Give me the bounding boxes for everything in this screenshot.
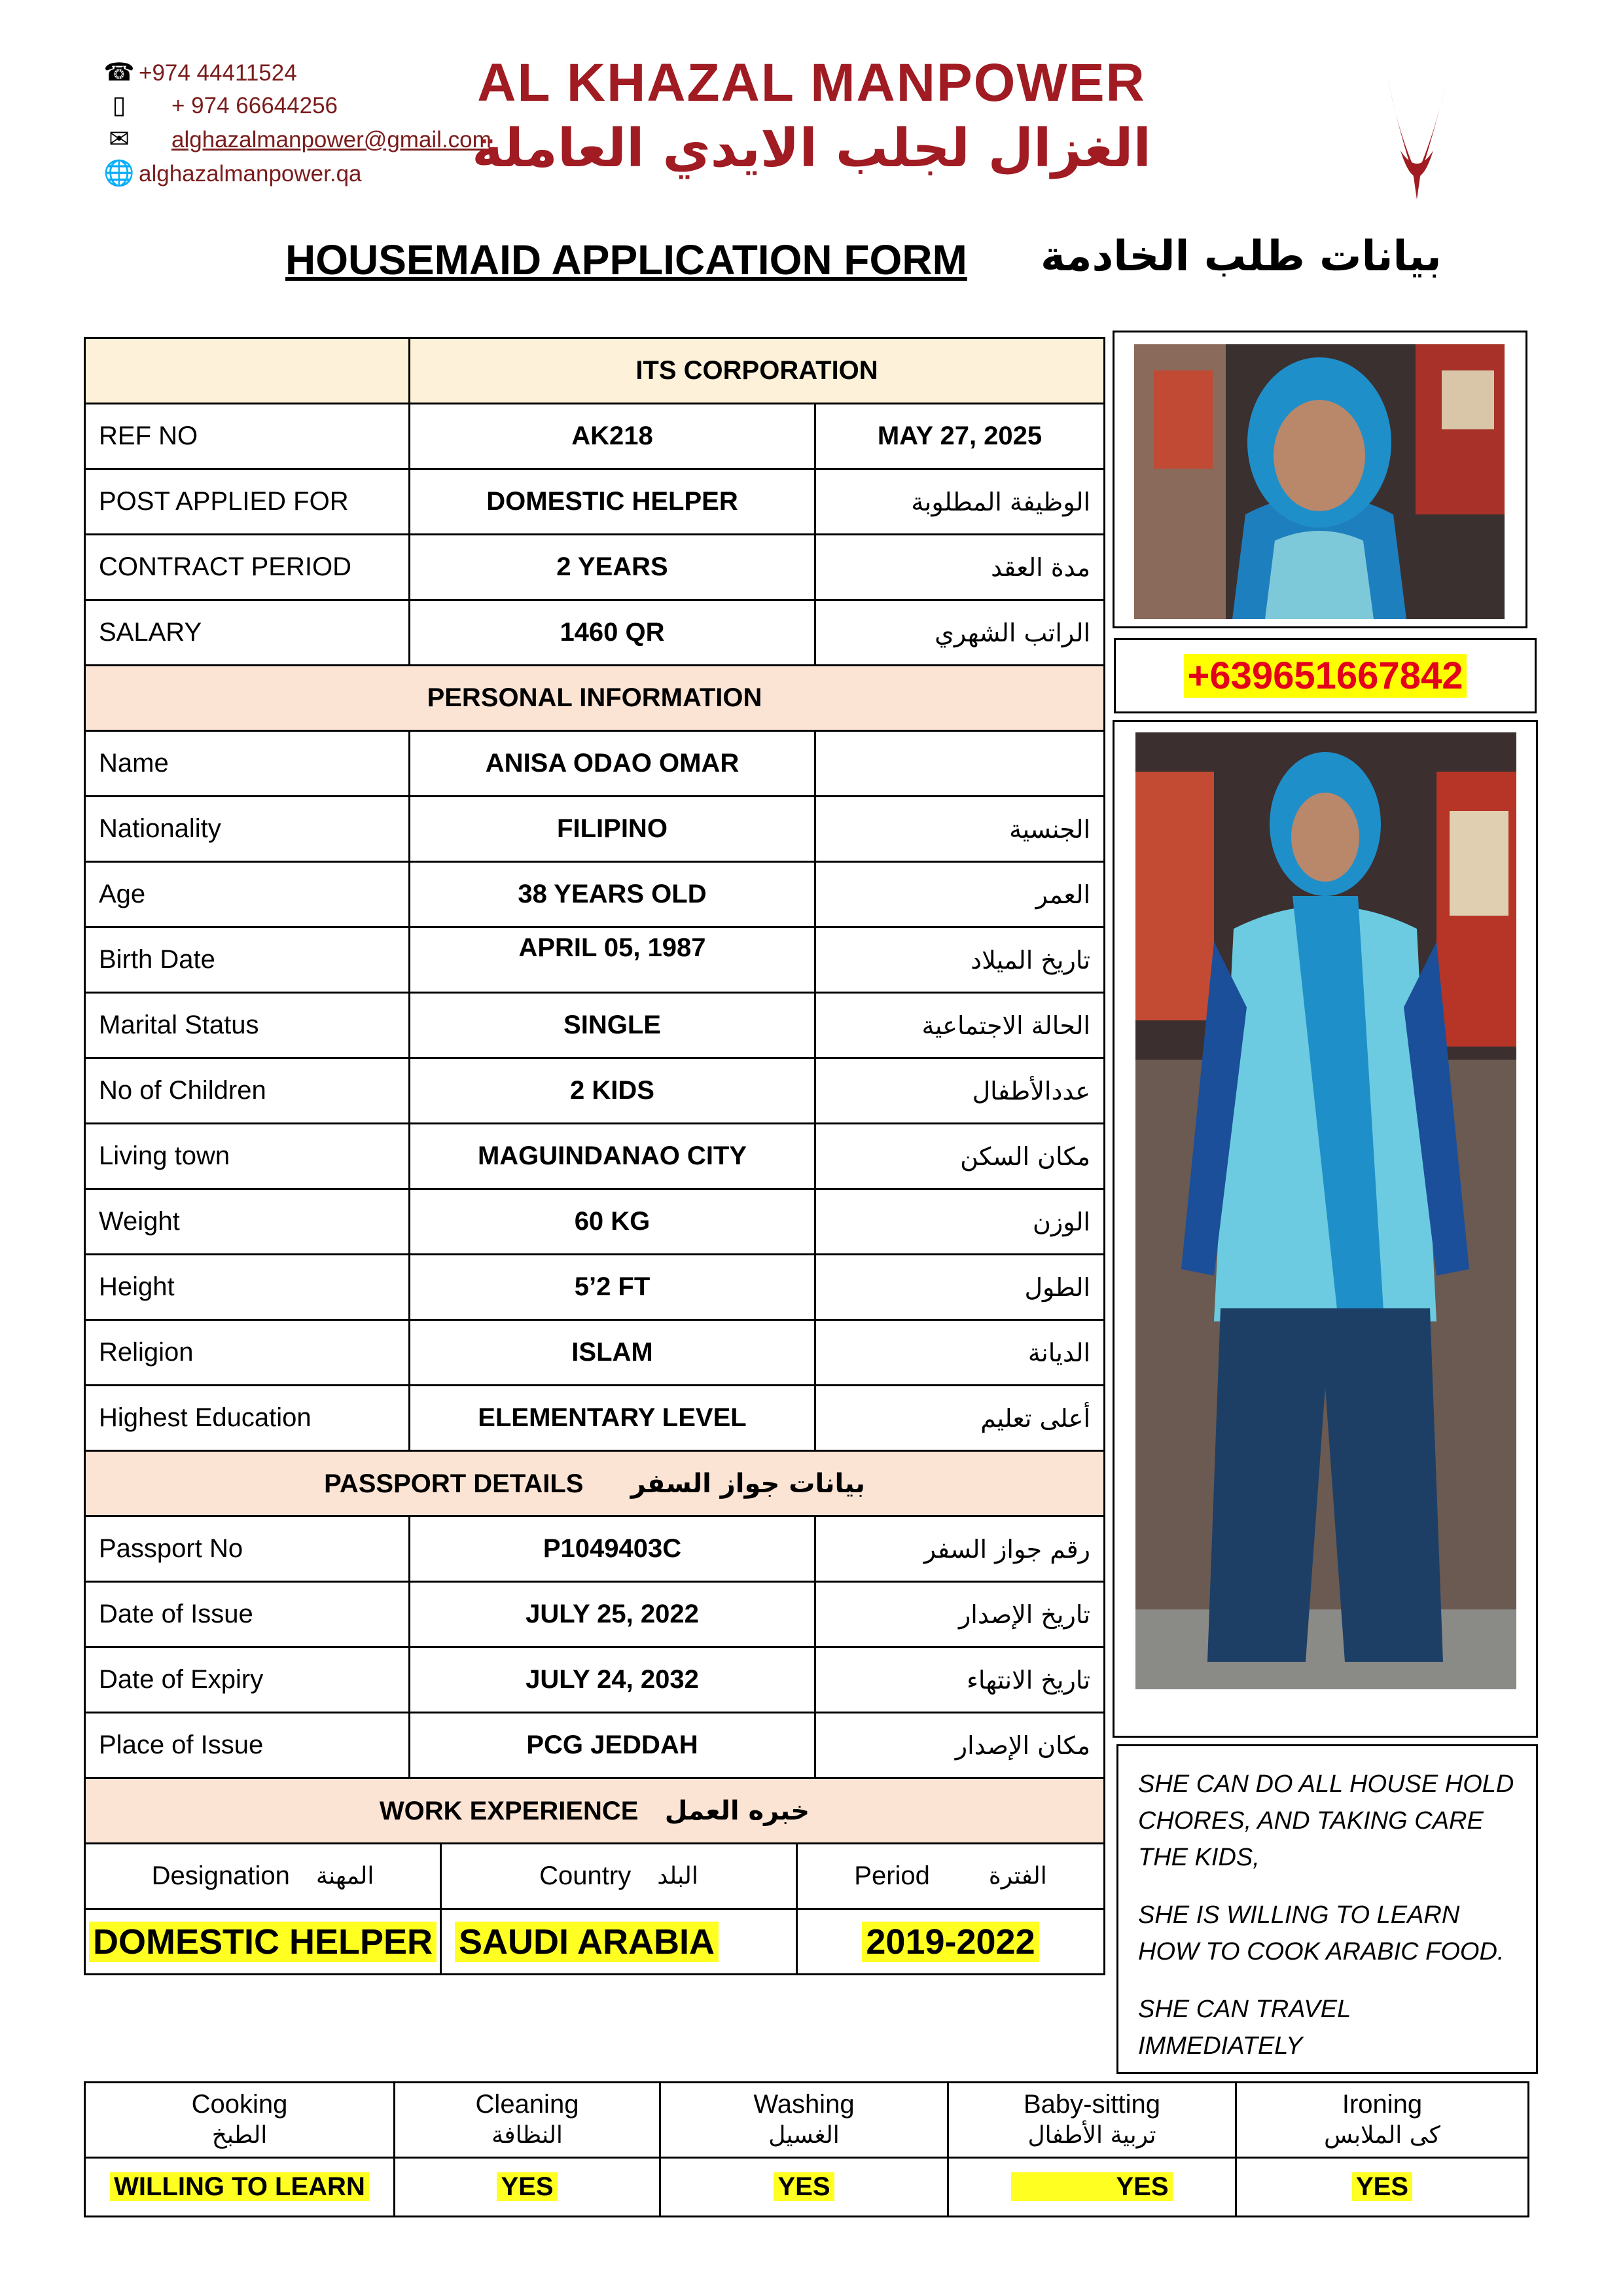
skill-washing-value	[660, 2158, 948, 2217]
passport-row	[85, 1582, 1105, 1647]
skill-name-arabic: الطبخ	[211, 2122, 268, 2149]
note-line: SHE CAN DO ALL HOUSE HOLD CHORES, AND TAKING CARE THE KIDS,	[1138, 1770, 1514, 1871]
header-en: Period	[854, 1861, 930, 1890]
skill-ironing-header	[1236, 2083, 1529, 2158]
field-value: MAGUINDANAO CITY	[410, 1124, 815, 1189]
field-value: APRIL 05, 1987	[410, 927, 815, 993]
field-label-arabic: الطول	[815, 1255, 1105, 1320]
company-name: ITS CORPORATION	[410, 338, 1105, 404]
field-label: SALARY	[85, 600, 410, 666]
section-title: PERSONAL INFORMATION	[85, 666, 1105, 731]
skill-cooking-value	[85, 2158, 395, 2217]
field-label: Date of Expiry	[85, 1647, 410, 1713]
field-label: Living town	[85, 1124, 410, 1189]
website-text: alghazalmanpower.qa	[139, 161, 362, 187]
work-value-row	[85, 1909, 1105, 1975]
passport-row	[85, 1647, 1105, 1713]
skill-cleaning-value	[395, 2158, 660, 2217]
value-text: SAUDI ARABIA	[455, 1922, 719, 1962]
field-label: Birth Date	[85, 927, 410, 993]
field-label-arabic	[815, 731, 1105, 797]
field-label-arabic: الوزن	[815, 1189, 1105, 1255]
personal-row	[85, 1386, 1105, 1451]
section-title-en: PASSPORT DETAILS	[324, 1469, 584, 1498]
skill-babysitting-header	[948, 2083, 1236, 2158]
field-label-arabic: تاريخ الميلاد	[815, 927, 1105, 993]
ref-value: AK218	[410, 404, 815, 469]
headshot-frame	[1113, 331, 1527, 628]
personal-row	[85, 1255, 1105, 1320]
field-label: Weight	[85, 1189, 410, 1255]
passport-row	[85, 1713, 1105, 1778]
designation-value	[86, 1910, 442, 1973]
application-table	[84, 337, 1105, 1975]
field-label: Name	[85, 731, 410, 797]
field-value: PCG JEDDAH	[410, 1713, 815, 1778]
ref-date: MAY 27, 2025	[815, 404, 1105, 469]
personal-row	[85, 1189, 1105, 1255]
skill-value: YES	[1011, 2172, 1172, 2201]
job-row	[85, 600, 1105, 666]
skill-ironing-value	[1236, 2158, 1529, 2217]
field-label: POST APPLIED FOR	[85, 469, 410, 535]
phone-2-text: + 974 66644256	[171, 93, 338, 118]
field-label-arabic: الجنسية	[815, 797, 1105, 862]
field-value: SINGLE	[410, 993, 815, 1058]
fullbody-photo	[1135, 732, 1516, 1689]
field-label: Marital Status	[85, 993, 410, 1058]
telephone-icon: ☎	[103, 59, 135, 86]
globe-icon: 🌐	[103, 160, 135, 187]
country-value	[442, 1910, 798, 1973]
field-value: FILIPINO	[410, 797, 815, 862]
field-label: No of Children	[85, 1058, 410, 1124]
skills-header-row	[85, 2083, 1529, 2158]
work-section-header	[85, 1778, 1105, 1844]
personal-row	[85, 1320, 1105, 1386]
field-label-arabic: الوظيفة المطلوبة	[815, 469, 1105, 535]
field-value: P1049403C	[410, 1516, 815, 1582]
skill-value: YES	[497, 2172, 557, 2201]
skill-name: Washing	[753, 2090, 855, 2119]
field-label-arabic: الحالة الاجتماعية	[815, 993, 1105, 1058]
field-value: ANISA ODAO OMAR	[410, 731, 815, 797]
job-row	[85, 469, 1105, 535]
skill-name-arabic: الغسيل	[768, 2122, 840, 2149]
personal-row	[85, 1058, 1105, 1124]
skill-cooking-header	[85, 2083, 395, 2158]
header-ar: البلد	[657, 1863, 698, 1890]
email-link[interactable]: alghazalmanpower@gmail.com	[171, 127, 491, 152]
field-value: ELEMENTARY LEVEL	[410, 1386, 815, 1451]
brand-name-english: AL KHAZAL MANPOWER	[477, 53, 1146, 113]
header-ar: الفترة	[988, 1863, 1047, 1890]
field-label: Age	[85, 862, 410, 927]
field-value: 1460 QR	[410, 600, 815, 666]
field-label: Height	[85, 1255, 410, 1320]
field-value: 2 YEARS	[410, 535, 815, 600]
field-label-arabic: تاريخ الانتهاء	[815, 1647, 1105, 1713]
company-blank-cell	[85, 338, 410, 404]
passport-row	[85, 1516, 1105, 1582]
mobile-icon: ▯	[112, 92, 126, 119]
field-label: Place of Issue	[85, 1713, 410, 1778]
skill-value: YES	[1352, 2172, 1412, 2201]
personal-row	[85, 731, 1105, 797]
field-label: Passport No	[85, 1516, 410, 1582]
field-value: ISLAM	[410, 1320, 815, 1386]
header-ar: المهنة	[315, 1863, 374, 1890]
field-value: JULY 24, 2032	[410, 1647, 815, 1713]
brand-name-arabic: الغزال لجلب الايدي العاملة	[472, 118, 1151, 179]
skill-name-arabic: النظافة	[491, 2122, 563, 2149]
antelope-logo	[1374, 72, 1459, 203]
note-line: SHE IS WILLING TO LEARN HOW TO COOK ARABIC FOOD.	[1138, 1901, 1505, 1965]
work-value-cell	[85, 1909, 1105, 1975]
field-value: DOMESTIC HELPER	[410, 469, 815, 535]
skill-name: Baby-sitting	[1024, 2090, 1160, 2119]
field-label: Religion	[85, 1320, 410, 1386]
section-title-ar: بيانات جواز السفر	[630, 1468, 865, 1499]
section-title	[85, 1778, 1105, 1844]
header-en: Country	[539, 1861, 632, 1890]
skill-name: Cooking	[191, 2090, 288, 2119]
field-label-arabic: رقم جواز السفر	[815, 1516, 1105, 1582]
field-value: JULY 25, 2022	[410, 1582, 815, 1647]
field-label: Highest Education	[85, 1386, 410, 1451]
header-en: Designation	[151, 1861, 290, 1890]
contact-phone-number[interactable]: +639651667842	[1184, 654, 1467, 698]
value-text: DOMESTIC HELPER	[89, 1922, 437, 1962]
period-value	[798, 1910, 1103, 1973]
company-row	[85, 338, 1105, 404]
skills-table	[84, 2081, 1529, 2217]
work-header-cell	[85, 1844, 1105, 1909]
value-text: 2019-2022	[862, 1922, 1039, 1962]
country-header	[442, 1844, 798, 1908]
field-label-arabic: مكان السكن	[815, 1124, 1105, 1189]
section-title-en: WORK EXPERIENCE	[379, 1796, 639, 1825]
designation-header	[86, 1844, 442, 1908]
personal-row	[85, 862, 1105, 927]
field-value: 5’2 FT	[410, 1255, 815, 1320]
passport-section-header	[85, 1451, 1105, 1516]
skill-name: Cleaning	[475, 2090, 579, 2119]
field-label: Nationality	[85, 797, 410, 862]
field-label-arabic: أعلى تعليم	[815, 1386, 1105, 1451]
note-line: SHE CAN TRAVEL IMMEDIATELY	[1138, 1996, 1351, 2060]
field-label-arabic: مدة العقد	[815, 535, 1105, 600]
personal-row	[85, 797, 1105, 862]
section-title	[85, 1451, 1105, 1516]
section-title-ar: خبره العمل	[664, 1795, 810, 1826]
personal-row	[85, 927, 1105, 993]
field-value: 60 KG	[410, 1189, 815, 1255]
form-title: HOUSEMAID APPLICATION FORM	[285, 236, 967, 283]
notes-box	[1116, 1744, 1538, 2074]
field-label: CONTRACT PERIOD	[85, 535, 410, 600]
envelope-icon: ✉	[109, 126, 130, 153]
field-label-arabic: الراتب الشهري	[815, 600, 1105, 666]
work-header-row	[85, 1844, 1105, 1909]
field-label-arabic: العمر	[815, 862, 1105, 927]
phone-1-text: +974 44411524	[139, 60, 297, 86]
field-value: 2 KIDS	[410, 1058, 815, 1124]
skill-babysitting-value	[948, 2158, 1236, 2217]
period-header	[798, 1844, 1103, 1908]
contact-phone-box	[1114, 638, 1537, 713]
headshot-photo	[1134, 344, 1505, 619]
skills-value-row	[85, 2158, 1529, 2217]
ref-row	[85, 404, 1105, 469]
field-label-arabic: تاريخ الإصدار	[815, 1582, 1105, 1647]
field-label: Date of Issue	[85, 1582, 410, 1647]
skill-value: WILLING TO LEARN	[110, 2172, 369, 2201]
personal-section-header	[85, 666, 1105, 731]
skill-cleaning-header	[395, 2083, 660, 2158]
skill-washing-header	[660, 2083, 948, 2158]
fullbody-frame	[1113, 720, 1538, 1738]
field-label-arabic: الديانة	[815, 1320, 1105, 1386]
personal-row	[85, 1124, 1105, 1189]
personal-row	[85, 993, 1105, 1058]
skill-value: YES	[774, 2172, 834, 2201]
field-label-arabic: عددالأطفال	[815, 1058, 1105, 1124]
form-title-arabic: بيانات طلب الخادمة	[1041, 232, 1442, 281]
skill-name: Ironing	[1342, 2090, 1423, 2119]
job-row	[85, 535, 1105, 600]
field-label-arabic: مكان الإصدار	[815, 1713, 1105, 1778]
skill-name-arabic: کی الملابس	[1324, 2122, 1440, 2149]
field-value: 38 YEARS OLD	[410, 862, 815, 927]
ref-label: REF NO	[85, 404, 410, 469]
skill-name-arabic: تربية الأطفال	[1027, 2122, 1156, 2149]
